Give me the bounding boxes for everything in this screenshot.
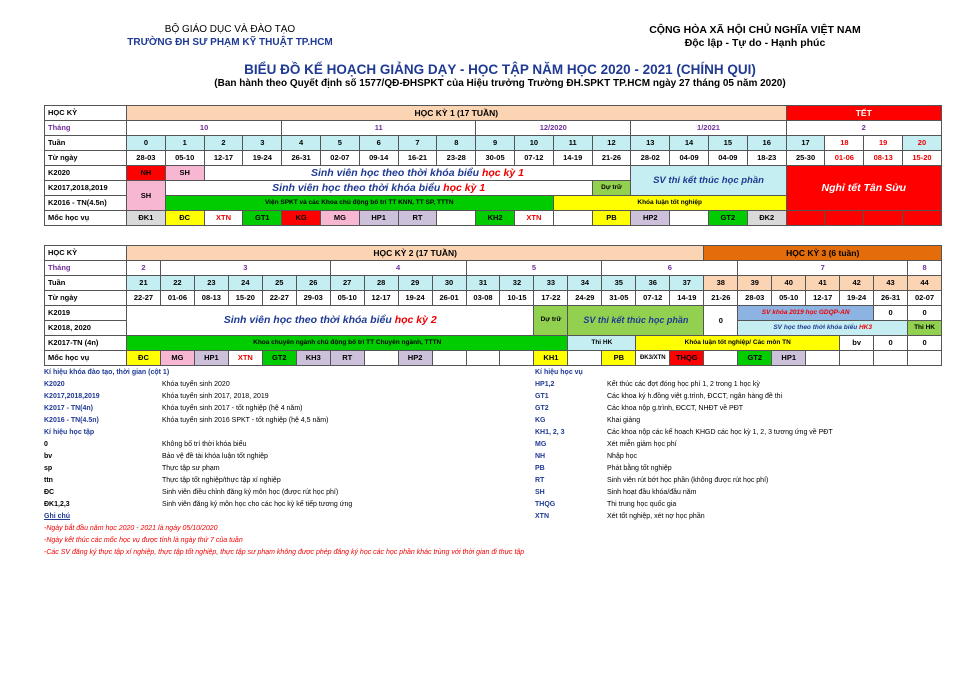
date-cell: 28-02 — [631, 151, 670, 166]
legend-code: KH1, 2, 3 — [535, 429, 565, 436]
date-cell: 05-10 — [772, 291, 806, 306]
legend-code: THQG — [535, 501, 556, 508]
date-cell: 08-13 — [194, 291, 228, 306]
legend-section-title: Kí hiệu học vụ — [535, 369, 583, 376]
week-cell: 13 — [631, 136, 670, 151]
milestone-cell: MG — [320, 211, 359, 226]
month-cell: 6 — [602, 261, 738, 276]
legend-row — [44, 439, 484, 451]
week-cell: 33 — [534, 276, 568, 291]
date-cell: 26-01 — [432, 291, 466, 306]
month-label: Tháng — [45, 121, 127, 136]
row-label-k2016: K2016 - TN(4.5n) — [45, 196, 127, 211]
date-cell: 14-19 — [670, 291, 704, 306]
week-cell: 0 — [127, 136, 166, 151]
month-cell: 11 — [282, 121, 476, 136]
sh-cell: SH — [165, 166, 204, 181]
legend-desc: Xét miễn giảm học phí — [607, 441, 677, 448]
date-cell: 12-17 — [806, 291, 840, 306]
zero-cell: 0 — [908, 306, 942, 321]
week-cell: 21 — [127, 276, 161, 291]
legend-section-title: Ghi chú — [44, 513, 71, 520]
study-schedule-text: Sinh viên học theo thời khóa biểu học kỳ 2 — [127, 306, 534, 336]
legend-row — [44, 403, 484, 415]
defense-cell: bv — [840, 336, 874, 351]
month-cell: 2 — [786, 121, 941, 136]
milestone-cell — [874, 351, 908, 366]
legend-desc: Thực tập sư phạm — [162, 465, 220, 472]
week-cell: 11 — [553, 136, 592, 151]
month-cell: 10 — [127, 121, 282, 136]
legend-desc: Bảo vệ đề tài khóa luận tốt nghiệp — [162, 453, 268, 460]
tet-cell — [825, 211, 864, 226]
date-cell: 05-10 — [165, 151, 204, 166]
legend-code: HP1,2 — [535, 381, 555, 388]
legend-row — [535, 475, 935, 487]
milestone-cell: HP1 — [772, 351, 806, 366]
week-cell: 37 — [670, 276, 704, 291]
week-cell: 20 — [903, 136, 942, 151]
legend-row — [44, 463, 484, 475]
legend-desc: Sinh viên rút bớt học phần (không được rút học phí) — [607, 477, 769, 484]
date-cell: 26-31 — [282, 151, 321, 166]
exam-hk-cell: Thi HK — [568, 336, 636, 351]
zero-cell: 0 — [908, 336, 942, 351]
legend-row — [535, 379, 935, 391]
tet-cell — [903, 211, 942, 226]
milestone-cell: KH1 — [534, 351, 568, 366]
legend-row — [44, 499, 484, 511]
legend-desc: Khóa tuyển sinh 2017 - tốt nghiệp (hệ 4 năm) — [162, 405, 303, 412]
date-cell: 02-07 — [320, 151, 359, 166]
date-cell: 18-23 — [747, 151, 786, 166]
month-cell: 5 — [466, 261, 602, 276]
hk3-header: HỌC KỲ 3 (6 tuần) — [704, 246, 942, 261]
legend-code: NH — [535, 453, 546, 460]
exam-period: SV thi kết thúc học phần — [568, 306, 704, 336]
week-label: Tuần — [45, 276, 127, 291]
date-label: Từ ngày — [45, 291, 127, 306]
legend-desc: Phát bằng tốt nghiệp — [607, 465, 672, 472]
milestone-cell: GT2 — [738, 351, 772, 366]
hocky-label: HỌC KỲ — [45, 246, 127, 261]
milestone-cell — [568, 351, 602, 366]
legend-row — [44, 391, 484, 403]
legend-desc: Sinh viên đăng ký môn học cho các học kỳ kế tiếp tương ứng — [162, 501, 353, 508]
week-cell: 17 — [786, 136, 825, 151]
legend-row — [44, 415, 484, 427]
legend-desc: Khóa tuyển sinh 2020 — [162, 381, 230, 388]
hocky-label: HỌC KỲ — [45, 106, 127, 121]
date-cell: 30-05 — [476, 151, 515, 166]
country-name: CỘNG HÒA XÃ HỘI CHỦ NGHĨA VIỆT NAM — [649, 24, 861, 36]
legend-section-title: Kí hiệu khóa đào tạo, thời gian (cột 1) — [44, 369, 170, 376]
milestone-cell: GT2 — [262, 351, 296, 366]
week-cell: 2 — [204, 136, 243, 151]
week-cell: 23 — [194, 276, 228, 291]
milestone-cell: ĐK3/XTN — [636, 351, 670, 366]
milestone-cell — [500, 351, 534, 366]
study-schedule-text: Sinh viên học theo thời khóa biểu học kỳ 1 — [204, 166, 631, 181]
legend-row — [535, 511, 935, 523]
milestone-cell: THQG — [670, 351, 704, 366]
month-label: Tháng — [45, 261, 127, 276]
legend-code: K2016 - TN(4.5n) — [44, 417, 99, 424]
week-cell: 1 — [165, 136, 204, 151]
date-cell: 22-27 — [262, 291, 296, 306]
week-cell: 27 — [330, 276, 364, 291]
date-cell: 07-12 — [636, 291, 670, 306]
week-cell: 25 — [262, 276, 296, 291]
thesis-cell: Khóa luận tốt nghiệp — [553, 196, 786, 211]
legend-code: bv — [44, 453, 53, 460]
legend-desc: Nhập học — [607, 453, 637, 460]
week-cell: 10 — [514, 136, 553, 151]
legend-section-title: Kí hiệu học tập — [44, 429, 95, 436]
date-cell: 28-03 — [127, 151, 166, 166]
legend-desc: Sinh viên điều chỉnh đăng ký môn học (được rút học phí) — [162, 489, 339, 496]
milestone-cell: KH3 — [296, 351, 330, 366]
milestone-cell — [466, 351, 500, 366]
week-cell: 26 — [296, 276, 330, 291]
milestone-cell: ĐK1 — [127, 211, 166, 226]
milestone-cell — [437, 211, 476, 226]
milestone-cell: RT — [398, 211, 437, 226]
week-cell: 14 — [670, 136, 709, 151]
milestone-cell — [806, 351, 840, 366]
legend-row — [535, 439, 935, 451]
note-line: -Ngày bắt đầu năm học 2020 - 2021 là ngày 05/10/2020 — [44, 525, 218, 532]
date-cell: 04-09 — [708, 151, 747, 166]
milestone-cell — [840, 351, 874, 366]
legend-desc: Sinh hoạt đầu khóa/đầu năm — [607, 489, 697, 496]
legend-row — [535, 415, 935, 427]
page-subtitle: (Ban hành theo Quyết định số 1577/QĐ-ĐHSPKT của Hiệu trưởng Trường ĐH.SPKT TP.HCM ngày 27 tháng 05 năm 2020) — [214, 78, 786, 89]
date-cell: 02-07 — [908, 291, 942, 306]
week-cell: 22 — [160, 276, 194, 291]
date-cell: 07-12 — [514, 151, 553, 166]
week-cell: 32 — [500, 276, 534, 291]
legend-code: ĐC — [44, 489, 55, 496]
semester1-table — [44, 105, 942, 226]
row-label-k2019: K2019 — [45, 306, 127, 321]
date-label: Từ ngày — [45, 151, 127, 166]
week-cell: 8 — [437, 136, 476, 151]
week-cell: 36 — [636, 276, 670, 291]
legend-row — [535, 451, 935, 463]
legend-row — [535, 487, 935, 499]
hk1-header: HỌC KỲ 1 (17 TUẦN) — [127, 106, 787, 121]
legend-code: K2017,2018,2019 — [44, 393, 100, 400]
month-cell: 3 — [160, 261, 330, 276]
date-cell: 19-24 — [398, 291, 432, 306]
milestone-cell: HP2 — [631, 211, 670, 226]
milestone-label: Mốc học vụ — [45, 351, 127, 366]
date-cell: 25-30 — [786, 151, 825, 166]
hk3-schedule: SV học theo thời khóa biểu HK3 — [738, 321, 908, 336]
notes-list — [44, 523, 525, 559]
legend-code: GT1 — [535, 393, 549, 400]
week-cell: 29 — [398, 276, 432, 291]
legend-code: RT — [535, 477, 545, 484]
tet-holiday: Nghỉ tết Tân Sửu — [786, 166, 941, 211]
legend-desc: Kết thúc các đợt đóng học phí 1, 2 trong 1 học kỳ — [607, 381, 760, 388]
week-cell: 6 — [359, 136, 398, 151]
date-cell: 01-06 — [825, 151, 864, 166]
reserve-cell: Dự trữ — [534, 306, 568, 336]
legend-row — [535, 499, 935, 511]
milestone-cell — [364, 351, 398, 366]
week-cell: 16 — [747, 136, 786, 151]
date-cell: 22-27 — [127, 291, 161, 306]
date-cell: 19-24 — [840, 291, 874, 306]
date-cell: 05-10 — [330, 291, 364, 306]
ministry-name: BỘ GIÁO DỤC VÀ ĐÀO TẠO — [164, 24, 296, 35]
week-label: Tuần — [45, 136, 127, 151]
date-cell: 16-21 — [398, 151, 437, 166]
legend-code: GT2 — [535, 405, 549, 412]
note-line: -Các SV đăng ký thực tập xí nghiệp, thực tập tốt nghiệp, thực tập sư phạm không được phép đăng ký học các học phần khác trùng với thời gian đi thực tập — [44, 549, 525, 556]
month-cell: 4 — [330, 261, 466, 276]
week-cell: 4 — [282, 136, 321, 151]
week-cell: 18 — [825, 136, 864, 151]
milestone-cell: PB — [602, 351, 636, 366]
date-cell: 10-15 — [500, 291, 534, 306]
semester2-table — [44, 245, 942, 366]
date-cell: 17-22 — [534, 291, 568, 306]
legend-row — [44, 451, 484, 463]
legend-desc: Các khoa ký h.đồng việt g.trình, ĐCCT, ngân hàng đề thi — [607, 393, 783, 400]
legend-code: XTN — [535, 513, 549, 520]
row-label-k2017-2019: K2017,2018,2019 — [45, 181, 127, 196]
date-cell: 04-09 — [670, 151, 709, 166]
date-cell: 15-20 — [903, 151, 942, 166]
week-cell: 24 — [228, 276, 262, 291]
legend-code: sp — [44, 465, 53, 472]
legend-desc: Thực tập tốt nghiệp/thực tập xí nghiệp — [162, 477, 281, 484]
milestone-cell — [432, 351, 466, 366]
month-cell: 7 — [738, 261, 908, 276]
week-cell: 3 — [243, 136, 282, 151]
hk2-header: HỌC KỲ 2 (17 TUẦN) — [127, 246, 704, 261]
date-cell: 12-17 — [204, 151, 243, 166]
legend-desc: Khai giảng — [607, 417, 641, 424]
milestone-cell: GT2 — [708, 211, 747, 226]
milestone-cell: RT — [330, 351, 364, 366]
university-name: TRƯỜNG ĐH SƯ PHẠM KỸ THUẬT TP.HCM — [127, 37, 333, 48]
legend-list-study — [44, 439, 484, 511]
legend-code: 0 — [44, 441, 48, 448]
date-cell: 19-24 — [243, 151, 282, 166]
milestone-cell — [704, 351, 738, 366]
legend-row — [535, 391, 935, 403]
zero-cell: 0 — [874, 306, 908, 321]
internship-text: Viện SPKT và các Khoa chủ động bố trí TT KNN, TT SP, TTTN — [165, 196, 553, 211]
date-cell: 21-26 — [592, 151, 631, 166]
date-cell: 08-13 — [864, 151, 903, 166]
milestone-cell — [670, 211, 709, 226]
month-cell: 8 — [908, 261, 942, 276]
sh-cell: SH — [127, 181, 166, 211]
legend-row — [535, 403, 935, 415]
row-label-k2017-tn: K2017-TN (4n) — [45, 336, 127, 351]
legend-code: KG — [535, 417, 546, 424]
date-cell: 26-31 — [874, 291, 908, 306]
milestone-cell: XTN — [204, 211, 243, 226]
milestone-cell: ĐK2 — [747, 211, 786, 226]
date-cell: 31-05 — [602, 291, 636, 306]
week-cell: 12 — [592, 136, 631, 151]
gdqp-cell: SV khóa 2019 học GDQP-AN — [738, 306, 874, 321]
date-cell: 28-03 — [738, 291, 772, 306]
legend-row — [535, 427, 935, 439]
thesis-cell: Khóa luận tốt nghiệp/ Các môn TN — [636, 336, 840, 351]
week-cell: 5 — [320, 136, 359, 151]
legend-row — [44, 379, 484, 391]
date-cell: 12-17 — [364, 291, 398, 306]
date-cell: 09-14 — [359, 151, 398, 166]
milestone-cell: ĐC — [165, 211, 204, 226]
week-cell: 44 — [908, 276, 942, 291]
page-title: BIỂU ĐỒ KẾ HOẠCH GIẢNG DẠY - HỌC TẬP NĂM HỌC 2020 - 2021 (CHÍNH QUI) — [244, 62, 756, 77]
legend-code: ĐK1,2,3 — [44, 501, 70, 508]
nh-cell: NH — [127, 166, 166, 181]
legend-desc: Xét tốt nghiệp, xét nợ học phần — [607, 513, 705, 520]
week-cell: 31 — [466, 276, 500, 291]
week-cell: 34 — [568, 276, 602, 291]
row-label-k2018-2020: K2018, 2020 — [45, 321, 127, 336]
milestone-cell: HP2 — [398, 351, 432, 366]
legend-desc: Các khoa nộp các kế hoạch KHGD các học kỳ 1, 2, 3 tương ứng về PĐT — [607, 429, 833, 436]
milestone-cell: HP1 — [194, 351, 228, 366]
milestone-cell: XTN — [514, 211, 553, 226]
date-cell: 24-29 — [568, 291, 602, 306]
milestone-cell: ĐC — [127, 351, 161, 366]
zero-cell: 0 — [874, 336, 908, 351]
week-cell: 42 — [840, 276, 874, 291]
legend-desc: Thi trung học quốc gia — [607, 501, 677, 508]
study-schedule-text: Sinh viên học theo thời khóa biểu học kỳ 1 — [165, 181, 592, 196]
milestone-cell: KG — [282, 211, 321, 226]
legend-code: SH — [535, 489, 545, 496]
week-cell: 28 — [364, 276, 398, 291]
milestone-label: Mốc học vụ — [45, 211, 127, 226]
week-cell: 38 — [704, 276, 738, 291]
date-cell: 21-26 — [704, 291, 738, 306]
tet-cell — [864, 211, 903, 226]
week-cell: 30 — [432, 276, 466, 291]
week-cell: 35 — [602, 276, 636, 291]
week-cell: 41 — [806, 276, 840, 291]
week-cell: 40 — [772, 276, 806, 291]
date-cell: 03-08 — [466, 291, 500, 306]
legend-desc: Các khoa nộp g.trình, ĐCCT, NHĐT về PĐT — [607, 405, 744, 412]
milestone-cell: MG — [160, 351, 194, 366]
legend-list-academic — [535, 379, 935, 523]
legend-row — [44, 475, 484, 487]
row-label-k2020: K2020 — [45, 166, 127, 181]
date-cell: 01-06 — [160, 291, 194, 306]
legend-code: MG — [535, 441, 547, 448]
month-cell: 12/2020 — [476, 121, 631, 136]
legend-right — [535, 367, 935, 523]
legend-code: PB — [535, 465, 545, 472]
week-cell: 15 — [708, 136, 747, 151]
milestone-cell: XTN — [228, 351, 262, 366]
legend-row — [535, 463, 935, 475]
week-cell: 19 — [864, 136, 903, 151]
legend-desc: Không bố trí thời khóa biểu — [162, 441, 247, 448]
legend-desc: Khóa tuyển sinh 2016 SPKT - tốt nghiệp (hệ 4,5 năm) — [162, 417, 329, 424]
milestone-cell: HP1 — [359, 211, 398, 226]
legend-row — [44, 487, 484, 499]
date-cell: 23-28 — [437, 151, 476, 166]
week-cell: 43 — [874, 276, 908, 291]
legend-list-cohorts — [44, 379, 484, 427]
exam-period: SV thi kết thúc học phần — [631, 166, 786, 196]
milestone-cell: PB — [592, 211, 631, 226]
legend-code: K2017 - TN(4n) — [44, 405, 94, 412]
legend-left — [44, 367, 525, 559]
legend-code: K2020 — [44, 381, 65, 388]
month-cell: 1/2021 — [631, 121, 786, 136]
note-line: -Ngày kết thúc các mốc học vụ được tính là ngày thứ 7 của tuần — [44, 537, 243, 544]
week-cell: 39 — [738, 276, 772, 291]
legend-desc: Khóa tuyển sinh 2017, 2018, 2019 — [162, 393, 269, 400]
milestone-cell: KH2 — [476, 211, 515, 226]
date-cell: 15-20 — [228, 291, 262, 306]
date-cell: 29-03 — [296, 291, 330, 306]
month-cell: 2 — [127, 261, 161, 276]
milestone-cell — [908, 351, 942, 366]
milestone-cell — [553, 211, 592, 226]
zero-cell: 0 — [704, 306, 738, 336]
reserve-cell: Dự trữ — [592, 181, 631, 196]
tet-cell — [786, 211, 825, 226]
tet-header: TẾT — [786, 106, 941, 121]
legend-code: ttn — [44, 477, 53, 484]
week-cell: 9 — [476, 136, 515, 151]
specialized-internship: Khoa chuyên ngành chủ động bố trí TT Chuyên ngành, TTTN — [127, 336, 568, 351]
week-cell: 7 — [398, 136, 437, 151]
date-cell: 14-19 — [553, 151, 592, 166]
exam-hk-cell: Thi HK — [908, 321, 942, 336]
motto: Độc lập - Tự do - Hạnh phúc — [684, 37, 826, 49]
milestone-cell: GT1 — [243, 211, 282, 226]
